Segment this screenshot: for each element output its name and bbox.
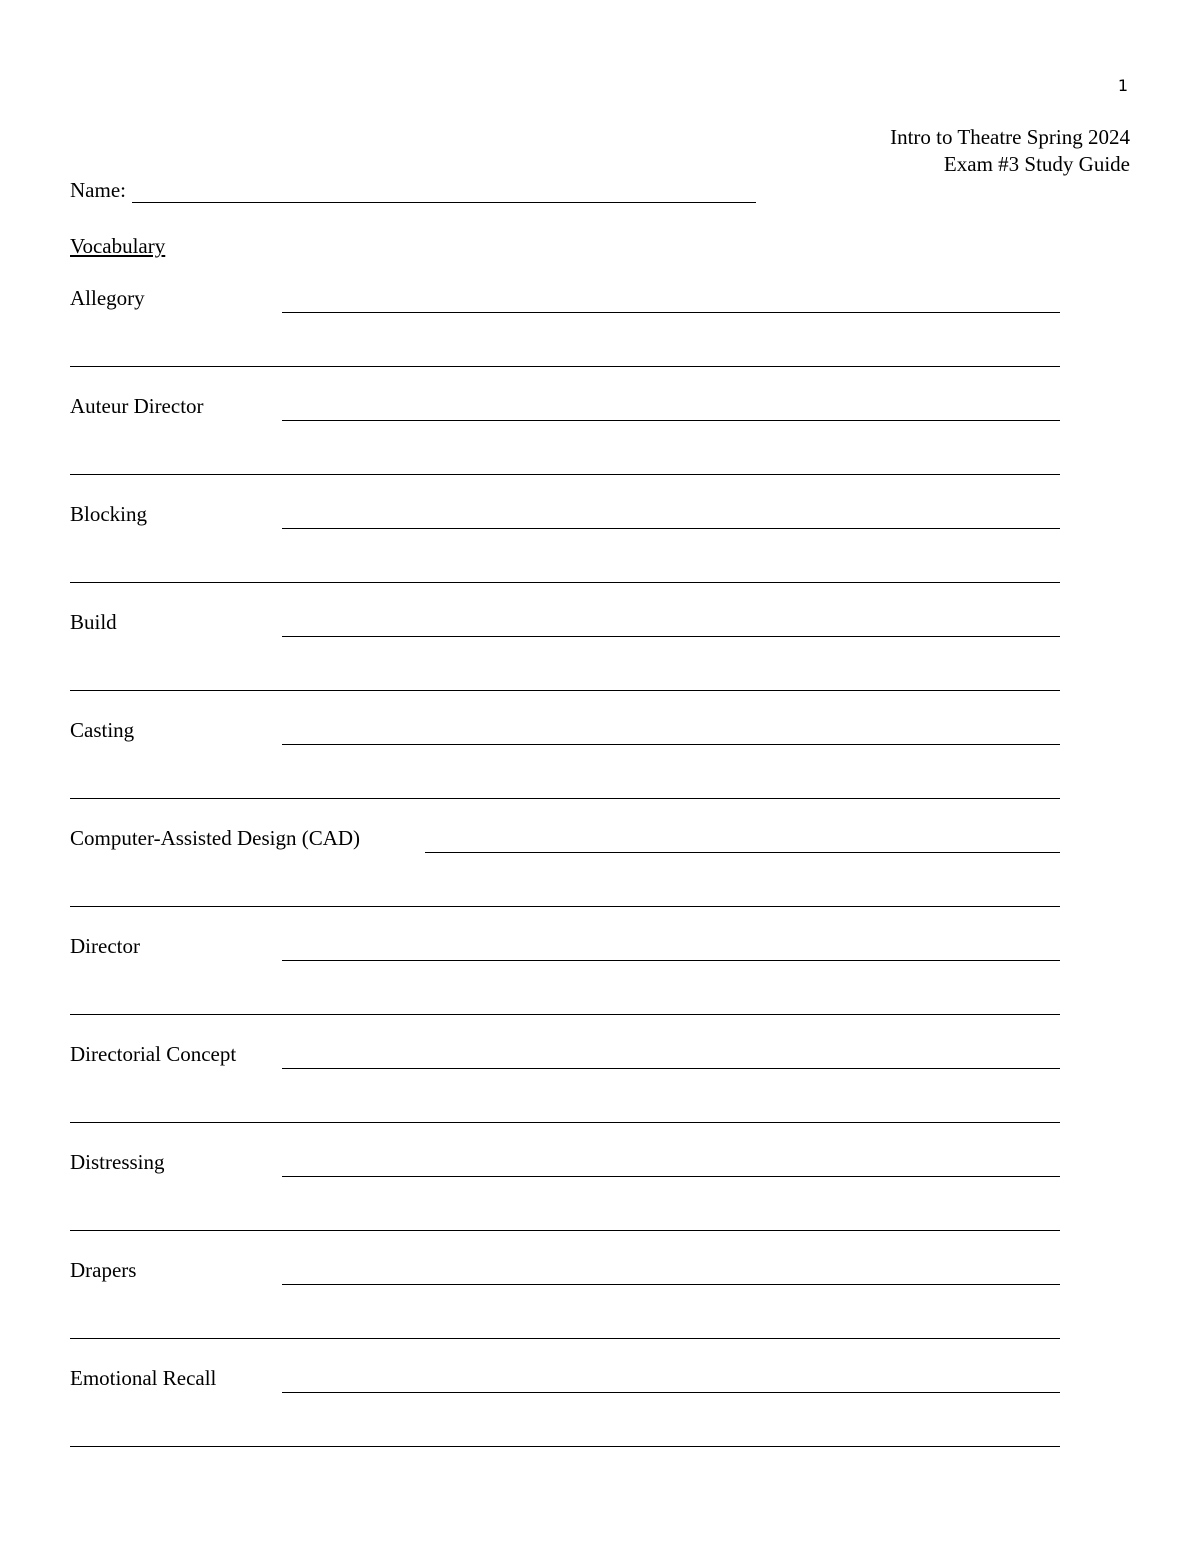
name-row xyxy=(70,178,756,203)
term-row xyxy=(70,1150,1060,1180)
vocab-entry xyxy=(70,1366,1060,1474)
vocab-entry xyxy=(70,286,1060,394)
study-guide-title: Exam #3 Study Guide xyxy=(943,152,1130,176)
definition-blank-line[interactable] xyxy=(282,312,1060,313)
vocab-term: Computer-Assisted Design (CAD) xyxy=(70,826,361,850)
term-row xyxy=(70,286,1060,316)
definition-blank-line[interactable] xyxy=(282,1176,1060,1177)
term-row xyxy=(70,394,1060,424)
vocab-entry xyxy=(70,1150,1060,1258)
term-row xyxy=(70,1258,1060,1288)
definition-continuation-line[interactable] xyxy=(70,1014,1060,1015)
definition-blank-line[interactable] xyxy=(282,744,1060,745)
vocab-term: Casting xyxy=(70,718,135,742)
vocab-entry xyxy=(70,610,1060,718)
term-row xyxy=(70,610,1060,640)
vocab-term: Auteur Director xyxy=(70,394,204,418)
definition-blank-line[interactable] xyxy=(425,852,1060,853)
definition-blank-line[interactable] xyxy=(282,1284,1060,1285)
definition-continuation-line[interactable] xyxy=(70,690,1060,691)
definition-blank-line[interactable] xyxy=(282,1068,1060,1069)
vocab-entry xyxy=(70,1042,1060,1150)
definition-continuation-line[interactable] xyxy=(70,1230,1060,1231)
document-header xyxy=(890,124,1130,178)
definition-continuation-line[interactable] xyxy=(70,366,1060,367)
course-title: Intro to Theatre Spring 2024 xyxy=(890,125,1130,149)
term-row xyxy=(70,934,1060,964)
definition-continuation-line[interactable] xyxy=(70,1446,1060,1447)
vocab-term: Drapers xyxy=(70,1258,137,1282)
definition-blank-line[interactable] xyxy=(282,636,1060,637)
definition-continuation-line[interactable] xyxy=(70,474,1060,475)
vocabulary-heading: Vocabulary xyxy=(70,234,166,258)
term-row xyxy=(70,826,1060,856)
term-row xyxy=(70,1366,1060,1396)
definition-continuation-line[interactable] xyxy=(70,798,1060,799)
name-label: Name: xyxy=(70,178,126,202)
definition-blank-line[interactable] xyxy=(282,1392,1060,1393)
definition-continuation-line[interactable] xyxy=(70,582,1060,583)
vocab-term: Build xyxy=(70,610,117,634)
definition-blank-line[interactable] xyxy=(282,528,1060,529)
vocab-term: Blocking xyxy=(70,502,147,526)
vocab-term: Allegory xyxy=(70,286,145,310)
vocab-entry xyxy=(70,826,1060,934)
vocab-entry xyxy=(70,394,1060,502)
vocab-term: Emotional Recall xyxy=(70,1366,217,1390)
vocab-entry xyxy=(70,502,1060,610)
term-row xyxy=(70,718,1060,748)
vocab-term: Director xyxy=(70,934,140,958)
vocabulary-list xyxy=(70,286,1060,1474)
vocab-term: Distressing xyxy=(70,1150,165,1174)
term-row xyxy=(70,502,1060,532)
definition-blank-line[interactable] xyxy=(282,960,1060,961)
definition-continuation-line[interactable] xyxy=(70,906,1060,907)
definition-blank-line[interactable] xyxy=(282,420,1060,421)
name-blank-line[interactable] xyxy=(132,180,756,203)
vocab-entry xyxy=(70,934,1060,1042)
definition-continuation-line[interactable] xyxy=(70,1122,1060,1123)
term-row xyxy=(70,1042,1060,1072)
vocab-term: Directorial Concept xyxy=(70,1042,237,1066)
vocab-entry xyxy=(70,718,1060,826)
page-number: 1 xyxy=(1117,76,1128,95)
vocab-entry xyxy=(70,1258,1060,1366)
definition-continuation-line[interactable] xyxy=(70,1338,1060,1339)
